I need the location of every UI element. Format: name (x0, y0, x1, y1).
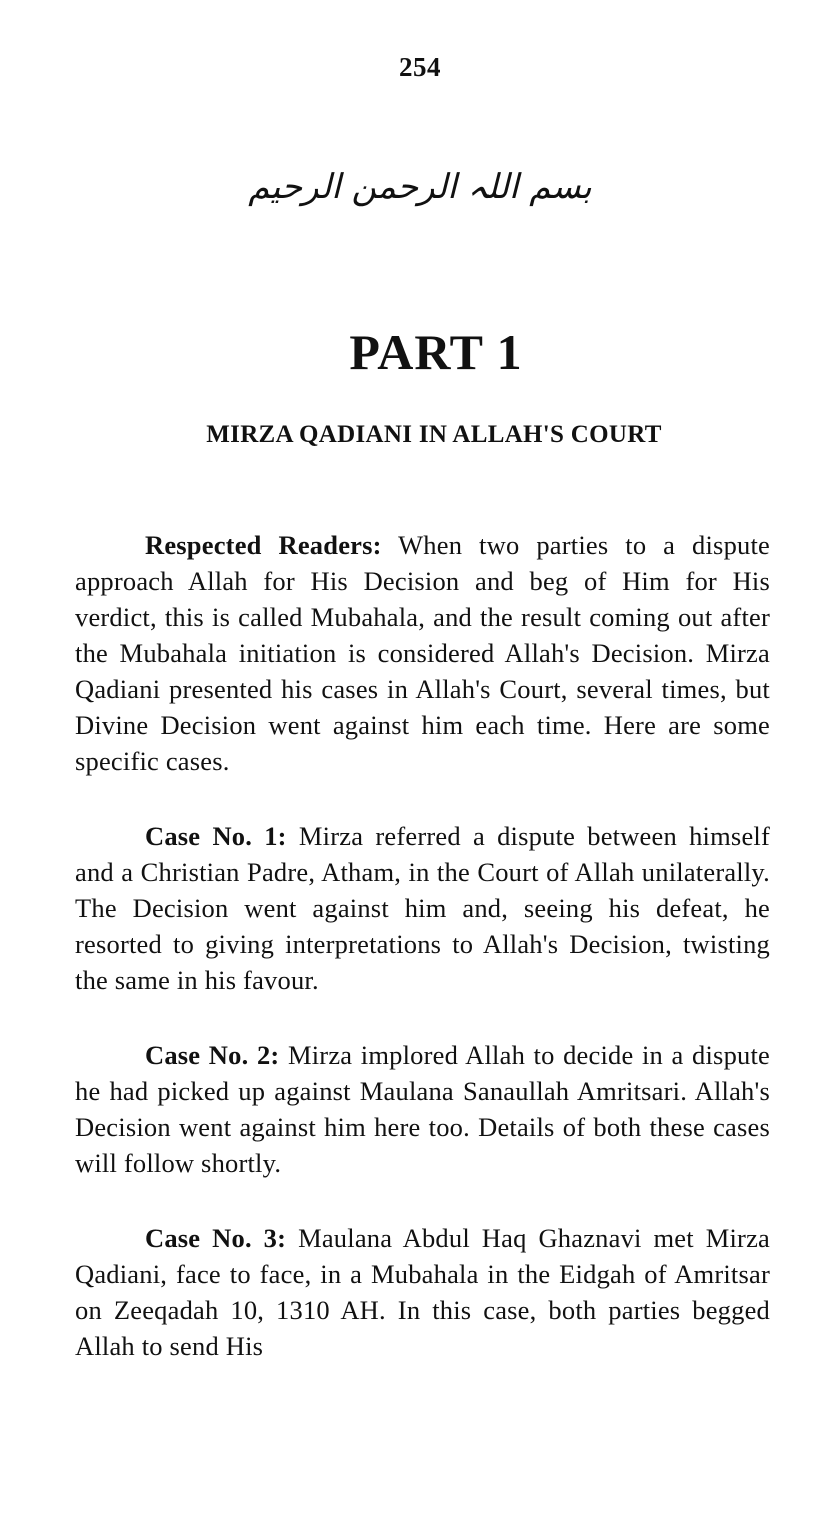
basmala-calligraphy: بسم اللہ الرحمن الرحیم (248, 167, 592, 207)
paragraph-case-2 (75, 1037, 770, 1181)
paragraph-label: Case No. 2: (145, 1040, 280, 1070)
paragraph-text: When two parties to a dispute approach Allah for His Decision and beg of Him for His verdict, this is called Mubahala, and the result coming out after the Mubahala initiation is considered Allah's Decision. Mirza Qadiani presented his cases in Allah's Court, several times, but Divine Decision went against him each time. Here are some specific cases. (75, 530, 770, 776)
paragraph-label: Case No. 3: (145, 1223, 287, 1253)
paragraph-label: Case No. 1: (145, 821, 287, 851)
paragraph-case-1 (75, 818, 770, 998)
page-number: 254 (399, 52, 441, 82)
chapter-title: MIRZA QADIANI IN ALLAH'S COURT (206, 421, 662, 448)
paragraph-text: Mirza referred a dispute between himself and a Christian Padre, Atham, in the Court of Allah unilaterally. The Decision went against him and, seeing his defeat, he resorted to giving interpretations to Allah's Decision, twisting the same in his favour. (75, 821, 770, 995)
paragraph-respected-readers (75, 527, 770, 779)
paragraph-text: Mirza implored Allah to decide in a dispute he had picked up against Maulana Sanaullah Amritsari. Allah's Decision went against him here too. Details of both these cases will follow shortly. (75, 1040, 770, 1178)
body-text (75, 527, 770, 1403)
paragraph-case-3 (75, 1220, 770, 1364)
part-title: PART 1 (349, 324, 523, 380)
paragraph-text: Maulana Abdul Haq Ghaznavi met Mirza Qadiani, face to face, in a Mubahala in the Eidgah of Amritsar on Zeeqadah 10, 1310 AH. In this case, both parties begged Allah to send His (75, 1223, 770, 1361)
paragraph-label: Respected Readers: (145, 530, 382, 560)
